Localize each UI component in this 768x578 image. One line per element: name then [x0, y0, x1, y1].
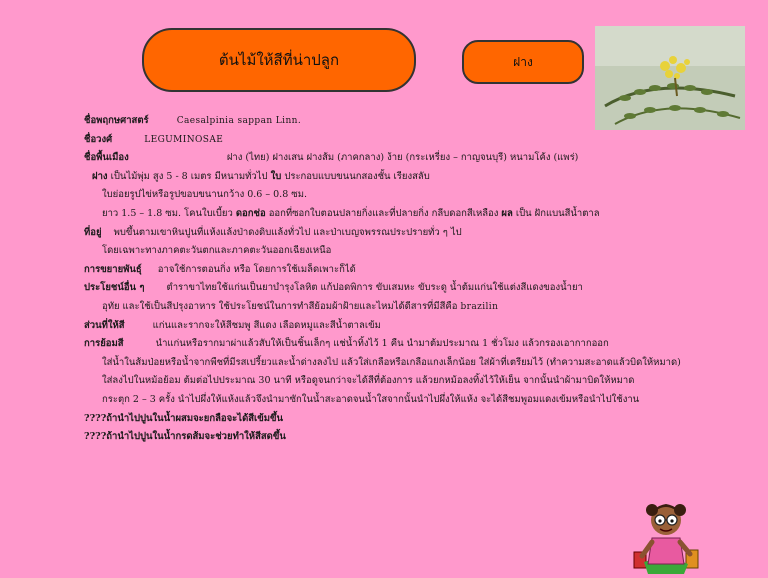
description-text-1b: ประกอบแบบขนนกสองชั้น เรียงสลับ: [284, 170, 430, 182]
tip-text-1: ????ถ้านำไปปูนในน้ำผสมจะยกลือจะได้สีเข้มขึ้น: [84, 412, 284, 424]
family-label: ชื่อวงศ์: [84, 133, 113, 145]
description-text-3c: เป็น ฝักแบนสีน้ำตาล: [515, 207, 600, 219]
habitat-label: ที่อยู่: [84, 226, 102, 238]
uses-text-1: ตำราขาไทยใช้แก่นเป็นยาบำรุงโลหิต แก้ปอดพิการ ขับเสมหะ ขับระดู น้ำต้มแก่นใช้แต่งสีแดงของน้ำยา: [166, 282, 583, 294]
dyeing-text-3: ใส่ลงไปในหม้อย้อม ต้มต่อไปประมาณ 30 นาที หรือดูจนกว่าจะได้สีที่ต้องการ แล้วยกหม้อลงทิ้งไว้ให้เย็น จากนั้นนำผ้ามาบิดให้หมาด: [102, 375, 635, 387]
dyeing-label: การย้อมสี: [84, 338, 124, 350]
plant-name-banner: [462, 40, 584, 84]
description-text-2: ใบย่อยรูปไข่หรือรูปขอบขนานกว้าง 0.6 – 0.8 ซม.: [102, 189, 307, 201]
local-name-label: ชื่อพื้นเมือง: [84, 152, 129, 164]
uses-text-2: อุทัย และใช้เป็นสีปรุงอาหาร ใช้ประโยชน์ในการทำสีย้อมผ้าฝ้ายและไหมได้ดีสารที่มีสีคือ: [102, 300, 458, 312]
page-title-banner: [142, 28, 416, 92]
dyeing-text-4: กระตุก 2 – 3 ครั้ง นำไปผึ่งให้แห้งแล้วจึงนำมาซักในน้ำสะอาดจนน้ำใสจากนั้นนำไปผึ่งให้แห้ง จะได้สีชมพูอมแดงเข้มหรือนำไปใช้งาน: [102, 393, 640, 405]
propagation-label: การขยายพันธุ์: [84, 263, 142, 275]
plant-info: [84, 112, 744, 447]
pigment-name: brazilin: [460, 301, 499, 312]
habitat-text-1: พบขึ้นตามเขาหินปูนที่แห้งแล้งป่าดงดิบแล้งทั่วไป และป่าเบญจพรรณประปรายทั่ว ๆ ไป: [113, 226, 462, 238]
uses-label: ประโยชน์อื่น ๆ: [84, 282, 145, 294]
propagation-text: อาจใช้การตอนกิ่ง หรือ โดยการใช้เมล็ดเพาะก็ได้: [157, 263, 356, 275]
description-text-3a: ยาว 1.5 – 1.8 ซม. โคนใบเบี้ยว: [102, 207, 233, 219]
dye-part-text: แก่นและรากจะให้สีชมพู สีแดง เลือดหมูและสีน้ำตาลเข้ม: [152, 319, 381, 331]
sci-name-value: Caesalpinia sappan Linn.: [176, 116, 302, 126]
habitat-text-2: โดยเฉพาะทางภาคตะวันตกและภาคตะวันออกเฉียงเหนือ: [102, 245, 332, 257]
description-text-3b: ออกที่ซอกใบตอนปลายกิ่งและที่ปลายกิ่ง กลีบดอกสีเหลือง: [268, 207, 499, 219]
dyeing-text-2: ใส่น้ำในส้มป่อยหรือน้ำจากพืชที่มีรสเปรี้ยวและน้ำด่างลงไป แล้วใส่เกลือหรือเกลือแกงเล็กน้อย ใส่ผ้าที่เตรียมไว้ (ทำความสะอาดแล้วบิดให้หมาด): [102, 356, 681, 368]
sci-name-label: ชื่อพฤกษศาสตร์: [84, 115, 149, 126]
description-label: ฝาง: [92, 170, 108, 182]
tip-text-2: ????ถ้านำไปปูนในน้ำกรดส้มจะช่วยทำให้สีสดขึ้น: [84, 431, 286, 443]
description-text-1: เป็นไม้พุ่ม สูง 5 - 8 เมตร มีหนามทั่วไป: [110, 170, 268, 182]
page-title: ต้นไม้ให้สีที่น่าปลูก: [218, 51, 340, 69]
cartoon-girl-icon: [630, 492, 702, 574]
flower-label: ดอกช่อ: [235, 207, 266, 219]
local-name-value: ฝาง (ไทย) ฝางเสน ฝางส้ม (ภาคกลาง) ง้าย (กระเหรี่ยง – กาญจนบุรี) หนามโค้ง (แพร่): [226, 152, 579, 164]
family-value: LEGUMINOSAE: [144, 134, 224, 145]
fruit-label: ผล: [501, 207, 513, 219]
leaf-label: ใบ: [270, 170, 282, 182]
dyeing-text-1: นำแก่นหรือรากมาผ่าแล้วสับให้เป็นชิ้นเล็กๆ แช่น้ำทิ้งไว้ 1 คืน นำมาต้มประมาณ 1 ชั่วโมง แล้วกรองเอากากออก: [155, 338, 609, 350]
plant-name: ฝาง: [513, 54, 533, 69]
dye-part-label: ส่วนที่ให้สี: [84, 319, 125, 331]
